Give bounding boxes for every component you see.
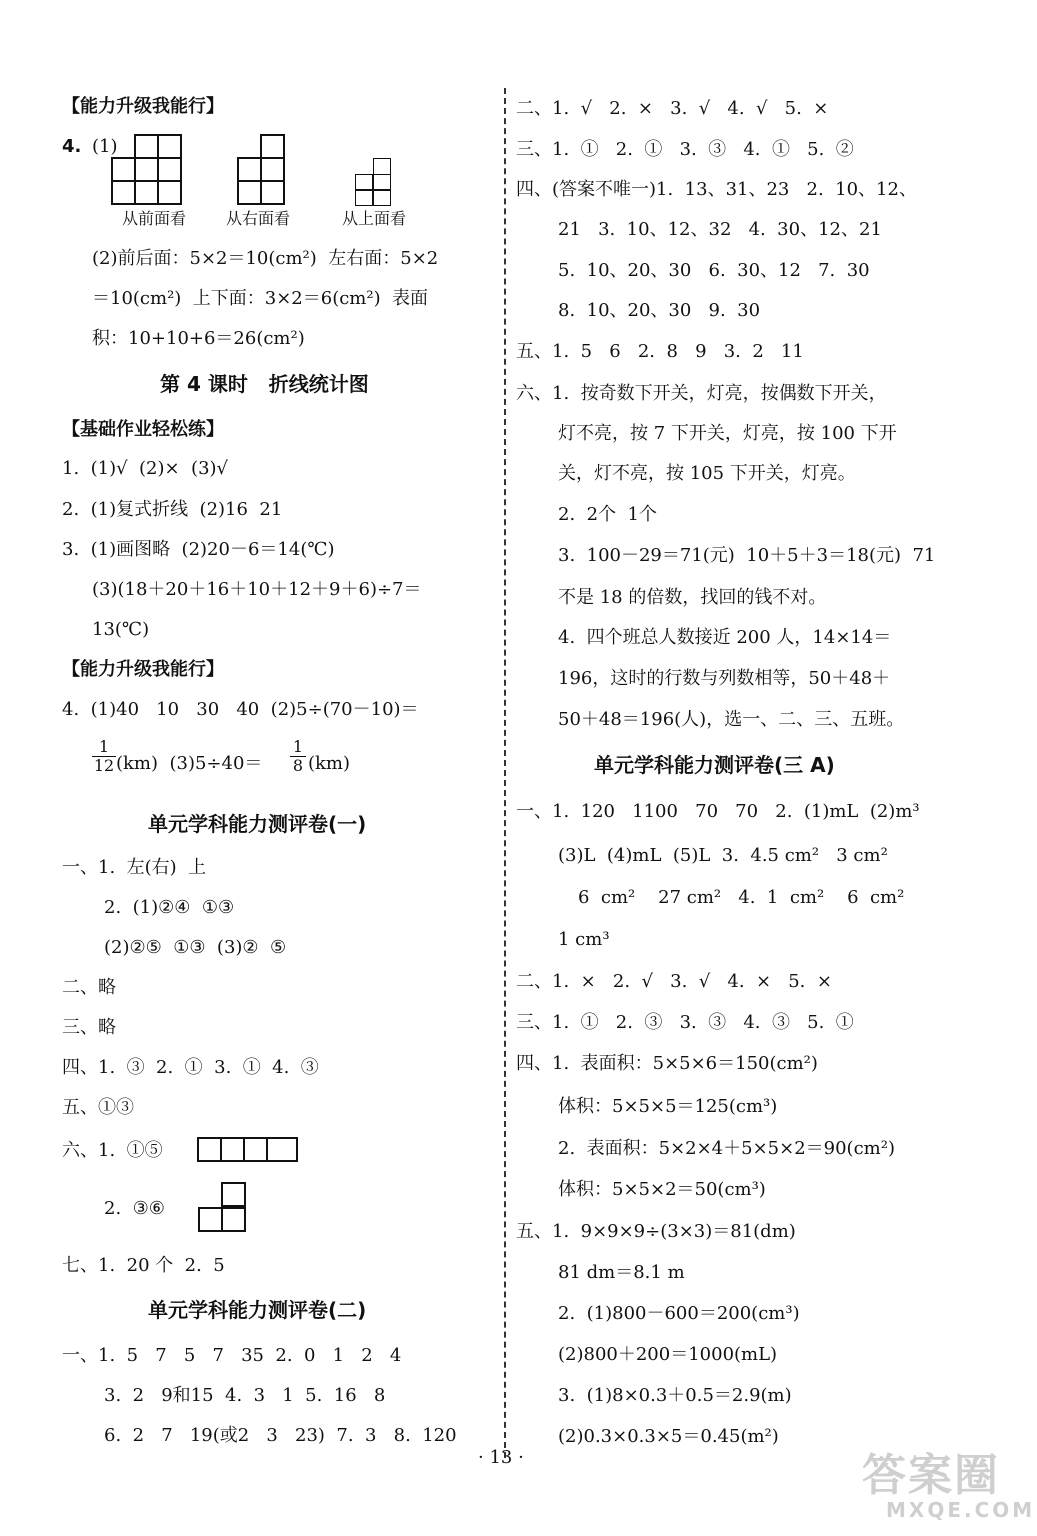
- fraction-numerator: 1: [292, 737, 304, 756]
- answer-line: 8. 10、20、30 9. 30: [558, 300, 761, 321]
- view-label-front: 从前面看: [122, 209, 187, 228]
- answer-line: 3. (1)8×0.3＋0.5＝2.9(m): [558, 1385, 792, 1406]
- fraction-numerator: 1: [98, 737, 110, 756]
- answer-line: 五、①③: [62, 1097, 134, 1118]
- answer-line: (2)800＋200＝1000(mL): [558, 1344, 778, 1365]
- answer-line: 2. 表面积：5×2×4＋5×5×2＝90(cm²): [558, 1138, 895, 1159]
- answer-line: 体积：5×5×2＝50(cm³): [558, 1179, 766, 1200]
- answer-line: 三、1. ① 2. ③ 3. ③ 4. ③ 5. ①: [516, 1012, 854, 1033]
- view-label-top: 从上面看: [342, 209, 407, 228]
- answer-line: 七、1. 20 个 2. 5: [62, 1255, 225, 1276]
- answer-line: 三、略: [62, 1017, 116, 1038]
- watermark-text: 答案圈: [862, 1450, 1000, 1501]
- fraction-denominator: 8: [290, 756, 306, 775]
- answer-line: 4. (1)40 10 30 40 (2)5÷(70－10)＝: [62, 699, 419, 720]
- fraction: [92, 738, 116, 775]
- watermark-url: MXQE.COM: [886, 1498, 1036, 1522]
- answer-line: 2. (1)②④ ①③: [104, 897, 235, 918]
- question-number: 4.: [62, 136, 82, 157]
- answer-line: 2. 2个 1个: [558, 504, 657, 525]
- answer-line: (2)前后面：5×2＝10(cm²) 左右面：5×2: [92, 248, 439, 269]
- answer-line: 一、1. 120 1100 70 70 2. (1)mL (2)m³: [516, 801, 920, 822]
- answer-line: (km): [308, 753, 351, 774]
- test-title: 单元学科能力测评卷(一): [148, 812, 367, 836]
- answer-line: 2. (1)800－600＝200(cm³): [558, 1303, 800, 1324]
- answer-line: 2. ③⑥: [104, 1198, 165, 1219]
- answer-line: 关，灯不亮，按 105 下开关，灯亮。: [558, 463, 856, 484]
- answer-line: 4. 四个班总人数接近 200 人，14×14＝: [558, 627, 892, 648]
- answer-line: 3. 2 9和15 4. 3 1 5. 16 8: [104, 1385, 386, 1406]
- answer-line: 3. 100－29＝71(元) 10＋5＋3＝18(元) 71: [558, 545, 936, 566]
- test-title: 单元学科能力测评卷(三 A): [594, 753, 835, 777]
- view-label-right: 从右面看: [226, 209, 291, 228]
- answer-line: 一、1. 5 7 5 7 35 2. 0 1 2 4: [62, 1345, 402, 1366]
- answer-line: 五、1. 9×9×9÷(3×3)＝81(dm): [516, 1221, 796, 1242]
- answer-line: 六、1. 按奇数下开关，灯亮，按偶数下开关，: [516, 383, 887, 404]
- answer-line: 体积：5×5×5＝125(cm³): [558, 1096, 778, 1117]
- answer-line: 50＋48＝196(人)，选一、二、三、五班。: [558, 709, 905, 730]
- test-title: 单元学科能力测评卷(二): [148, 1298, 367, 1322]
- fraction: [290, 738, 306, 775]
- answer-line: 6 cm² 27 cm² 4. 1 cm² 6 cm²: [578, 887, 905, 908]
- answer-line: 五、1. 5 6 2. 8 9 3. 2 11: [516, 341, 804, 362]
- answer-line: 196，这时的行数与列数相等，50＋48＋: [558, 668, 891, 689]
- answer-line: 灯不亮，按 7 下开关，灯亮，按 100 下开: [558, 423, 897, 444]
- answer-line: 四、1. 表面积：5×5×6＝150(cm²): [516, 1053, 818, 1074]
- answer-line: 三、1. ① 2. ① 3. ③ 4. ① 5. ②: [516, 139, 854, 160]
- section-heading: 【能力升级我能行】: [62, 659, 224, 680]
- answer-line: 四、1. ③ 2. ① 3. ① 4. ③: [62, 1057, 319, 1078]
- answer-line: 不是 18 的倍数，找回的钱不对。: [558, 587, 827, 608]
- answer-line: 3. (1)画图略 (2)20－6＝14(℃): [62, 539, 335, 560]
- page-number: · 13 ·: [478, 1447, 524, 1468]
- answer-line: 21 3. 10、12、32 4. 30、12、21: [558, 219, 882, 240]
- answer-line: 四、(答案不唯一)1. 13、31、23 2. 10、12、: [516, 179, 917, 200]
- answer-line: 积：10+10+6＝26(cm²): [92, 328, 305, 349]
- answer-line: 二、略: [62, 977, 116, 998]
- section-heading: 【能力升级我能行】: [62, 96, 224, 117]
- answer-line: (2)0.3×0.3×5＝0.45(m²): [558, 1426, 779, 1447]
- answer-line: 5. 10、20、30 6. 30、12 7. 30: [558, 260, 870, 281]
- answer-line: 二、1. × 2. √ 3. √ 4. × 5. ×: [516, 971, 832, 992]
- answer-line: (km) (3)5÷40＝: [116, 753, 263, 774]
- answer-line: 一、1. 左(右) 上: [62, 857, 207, 878]
- answer-line: 81 dm＝8.1 m: [558, 1262, 685, 1283]
- answer-line: 1. (1)√ (2)× (3)√: [62, 458, 229, 479]
- answer-line: 13(℃): [92, 619, 150, 640]
- answer-line: 六、1. ①⑤: [62, 1140, 163, 1161]
- answer-line: 2. (1)复式折线 (2)16 21: [62, 499, 283, 520]
- answer-line: (2)②⑤ ①③ (3)② ⑤: [104, 937, 287, 958]
- answer-line: 二、1. √ 2. × 3. √ 4. √ 5. ×: [516, 98, 829, 119]
- column-divider: [504, 88, 506, 1458]
- fraction-denominator: 12: [93, 756, 115, 775]
- watermark-logo: [862, 1450, 1036, 1525]
- answer-line: 6. 2 7 19(或2 3 23) 7. 3 8. 120: [104, 1425, 457, 1446]
- answer-line: 1 cm³: [558, 929, 610, 950]
- sub-question: (1): [92, 136, 118, 157]
- answer-line: (3)(18＋20＋16＋10＋12＋9＋6)÷7＝: [92, 579, 422, 600]
- answer-line: (3)L (4)mL (5)L 3. 4.5 cm² 3 cm²: [558, 845, 888, 866]
- lesson-title: 第 4 课时 折线统计图: [160, 372, 369, 396]
- section-heading: 【基础作业轻松练】: [62, 419, 224, 440]
- answer-line: ＝10(cm²) 上下面：3×2＝6(cm²) 表面: [92, 288, 429, 309]
